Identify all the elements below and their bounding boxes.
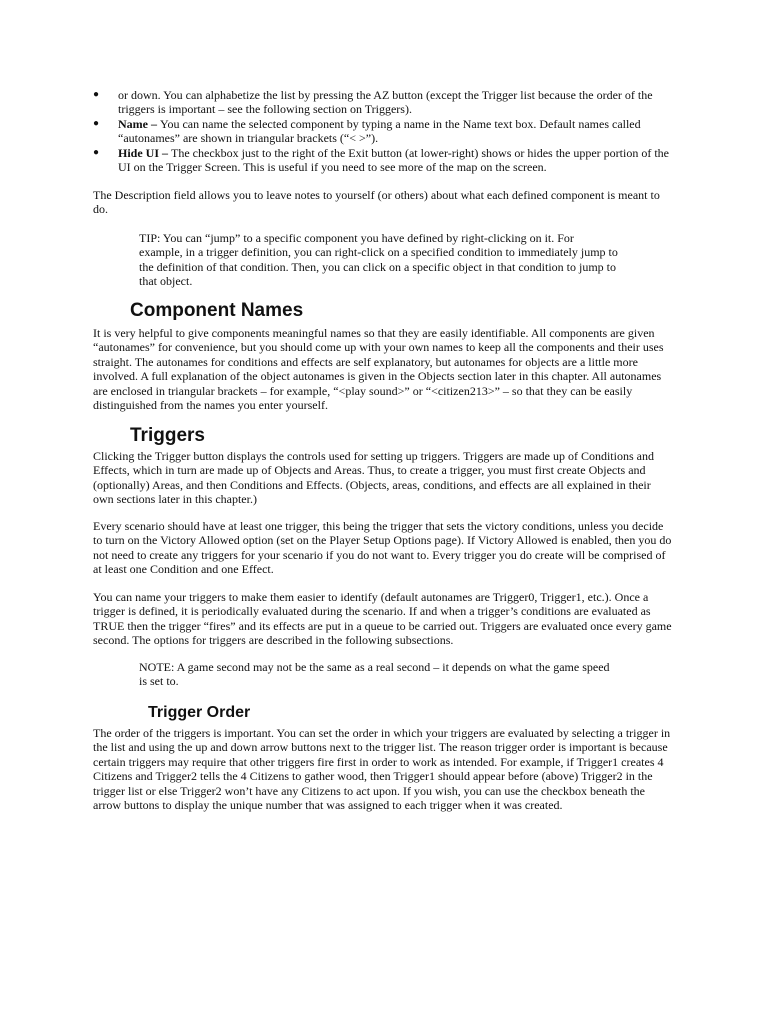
description-paragraph: The Description field allows you to leave notes to yourself (or others) about what each defined component is meant to do.: [93, 188, 660, 217]
triggers-paragraph-3: You can name your triggers to make them easier to identify (default autonames are Trigger0, Trigger1, etc.). Once a trigger is defined, it is periodically evaluated during the scenario. If and when a trigger’s conditions are evaluated as TRUE then the trigger “fires” and its effects are put in a queue to be carried out. Triggers are evaluated once every game second. The options for triggers are described in the following subsections.: [93, 590, 672, 648]
tip-note: TIP: You can “jump” to a specific component you have defined by right-clicking on it. For example, in a trigger definition, you can right-click on a specified condition to immediately jump to the definition of that condition. Then, you can click on a specific object in that condition to jump to that object.: [139, 231, 618, 289]
triggers-heading: Triggers: [130, 425, 205, 446]
game-second-note: NOTE: A game second may not be the same as a real second – it depends on what the game speed is set to.: [139, 660, 610, 689]
list-item: [93, 117, 673, 146]
bullet-icon: ●: [93, 89, 100, 100]
bullet-icon: ●: [93, 146, 100, 158]
bullet-label: Hide UI –: [118, 145, 172, 160]
bullet-text: You can name the selected component by typing a name in the Name text box. Default names called “autonames” are shown in triangular brackets (“< >”).: [118, 116, 641, 146]
list-item: [93, 146, 673, 175]
component-names-heading: Component Names: [130, 300, 304, 321]
triggers-paragraph-2: Every scenario should have at least one trigger, this being the trigger that sets the victory conditions, unless you decide to turn on the Victory Allowed option (set on the Player Setup Options page). If Victory Allowed is enabled, then you do not need to create any triggers for your scenario if you do not want to. Every trigger you do create will be comprised of at least one Condition and one Effect.: [93, 519, 672, 577]
bullet-text: or down. You can alphabetize the list by pressing the AZ button (except the Trigger list because the order of the triggers is important – see the following section on Triggers).: [118, 88, 653, 117]
component-names-paragraph: It is very helpful to give components meaningful names so that they are easily identifiable. All components are given “autonames” for convenience, but you should come up with your own names to keep all the components and their uses straight. The autonames for conditions and effects are self explanatory, but autonames for objects are a little more involved. A full explanation of the object autonames is given in the Objects section later in this chapter. All autonames are enclosed in triangular brackets – for example, “<play sound>” or “<citizen213>” – so that they can be easily distinguished from the names you enter yourself.: [93, 326, 664, 413]
list-item: [93, 88, 673, 117]
triggers-paragraph-1: Clicking the Trigger button displays the controls used for setting up triggers. Triggers are made up of Conditions and Effects, which in turn are made up of Objects and Areas. Thus, to create a trigger, you must first create Objects and (optionally) Areas, and then Conditions and Effects. (Objects, areas, conditions, and effects are all explained in their own sections later in this chapter.): [93, 449, 654, 507]
trigger-order-heading: Trigger Order: [148, 704, 251, 721]
bullet-label: Name –: [118, 116, 160, 131]
trigger-order-paragraph: The order of the triggers is important. You can set the order in which your triggers are evaluated by selecting a trigger in the list and using the up and down arrow buttons next to the trigger list. The reason trigger order is important is because certain triggers may require that other triggers fire first in order to work as intended. For example, if Trigger1 creates 4 Citizens and Trigger2 tells the 4 Citizens to gather wood, then Trigger1 should appear before (above) Trigger2 in the trigger list or else Trigger2 won’t have any Citizens to act upon. If you wish, you can use the checkbox beneath the arrow buttons to display the unique number that was assigned to each trigger when it was created.: [93, 726, 671, 813]
bullet-list: [93, 88, 673, 174]
bullet-text: The checkbox just to the right of the Exit button (at lower-right) shows or hides the upper portion of the UI on the Trigger Screen. This is useful if you need to see more of the map on the screen.: [118, 145, 669, 175]
bullet-icon: ●: [93, 117, 100, 129]
